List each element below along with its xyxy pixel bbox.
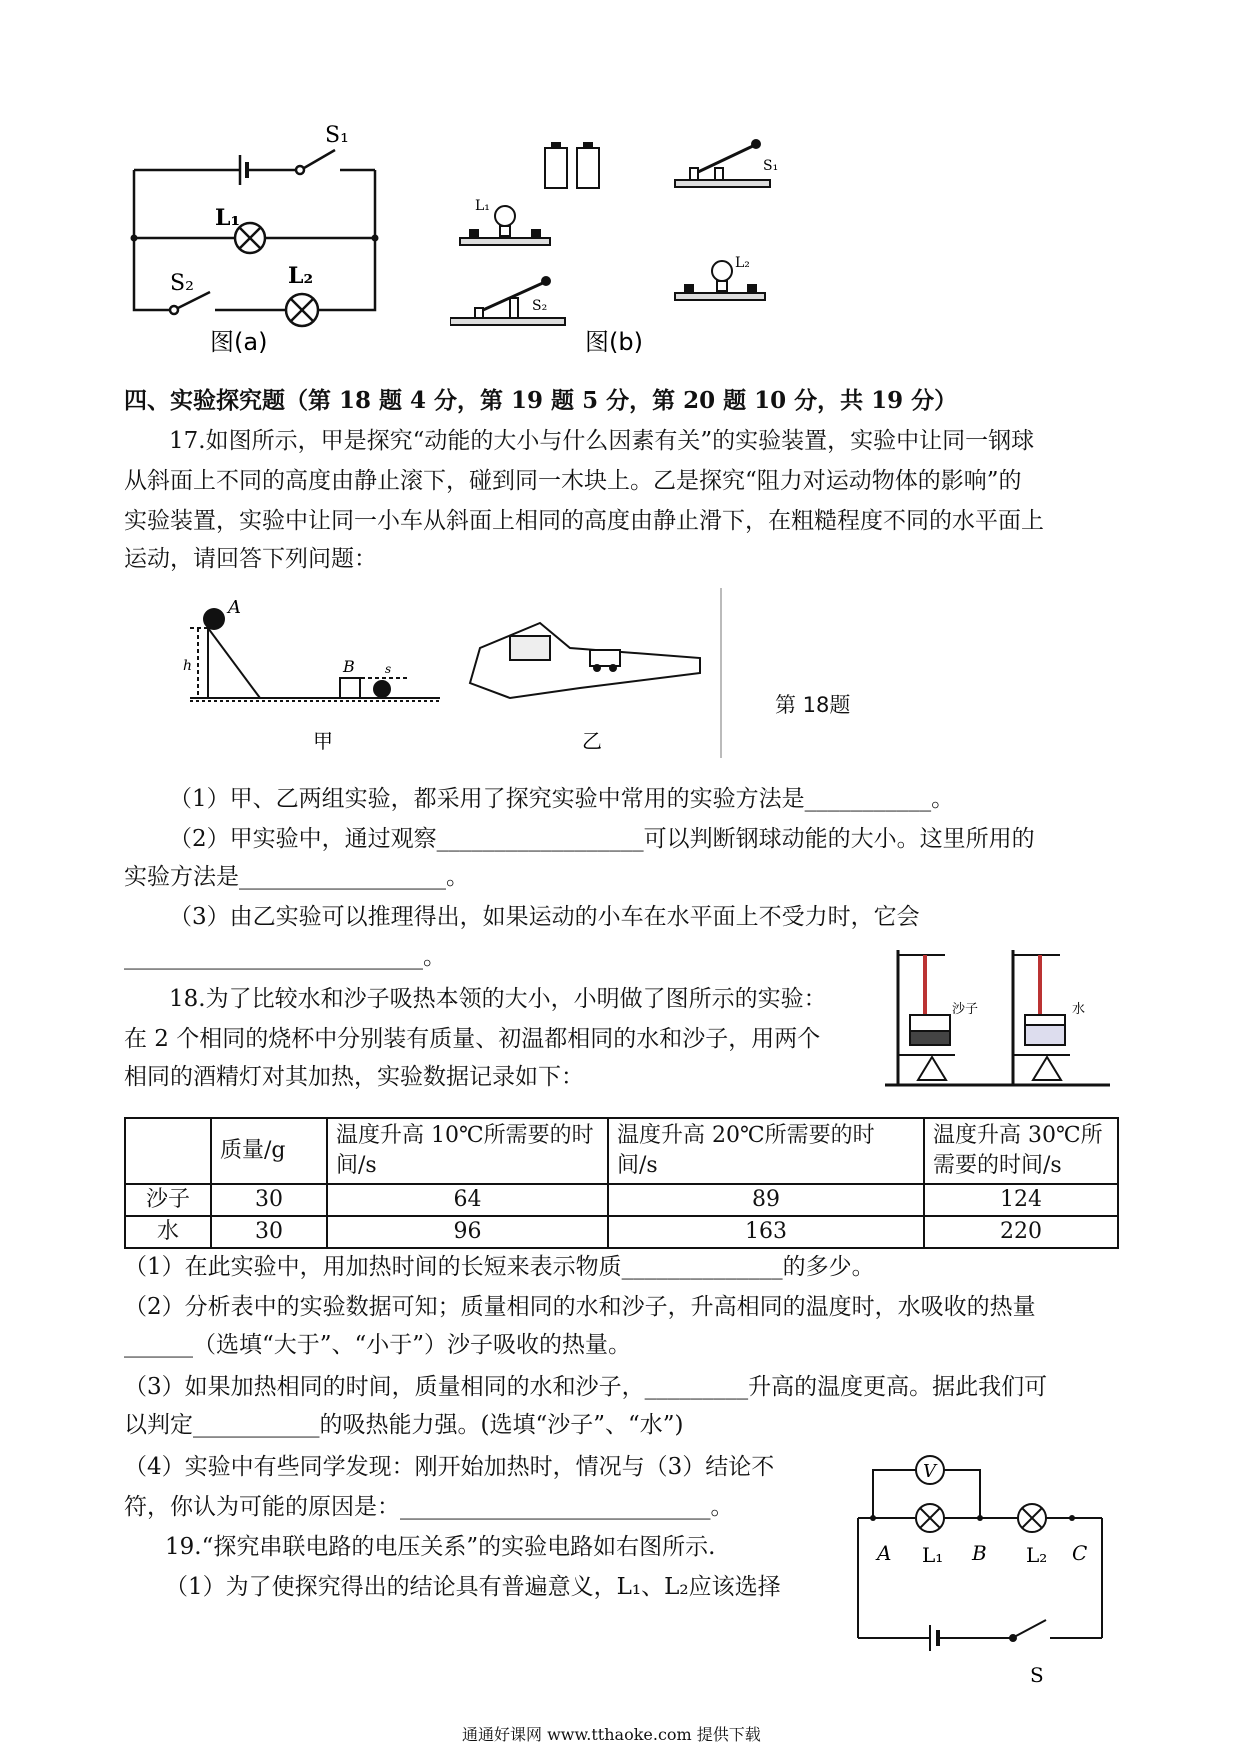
q18-sub-4b: 符，你认为可能的原因是：___________________________。 xyxy=(124,1494,734,1520)
table-cell: 89 xyxy=(608,1184,924,1216)
q18-data-table xyxy=(124,1117,1119,1249)
s-label: s xyxy=(385,662,392,676)
q19-line-1: 19.“探究串联电路的电压关系”的实验电路如右图所示. xyxy=(165,1534,716,1560)
q18-sub-3b: 以判定___________的吸热能力强。(选填“沙子”、“水”) xyxy=(124,1412,684,1438)
label-l1: L₁ xyxy=(215,205,241,231)
q17-sub-2a: （2）甲实验中，通过观察__________________可以判断钢球动能的大小。这里所用的 xyxy=(169,826,1035,852)
q18-sub-2a: （2）分析表中的实验数据可知；质量相同的水和沙子，升高相同的温度时，水吸收的热量 xyxy=(124,1294,1036,1320)
section-title: 四、实验探究题（第 18 题 4 分，第 19 题 5 分，第 20 题 10 分，共 19 分） xyxy=(124,387,958,414)
q17-line-1: 17.如图所示，甲是探究“动能的大小与什么因素有关”的实验装置，实验中让同一钢球 xyxy=(169,428,1035,454)
table-cell: 96 xyxy=(327,1216,608,1248)
table-cell: 220 xyxy=(924,1216,1118,1248)
label-l1-b: L₁ xyxy=(475,198,490,214)
table-cell: 124 xyxy=(924,1184,1118,1216)
q17-sub-1: （1）甲、乙两组实验，都采用了探究实验中常用的实验方法是___________。 xyxy=(169,786,955,812)
q18-line-3: 相同的酒精灯对其加热，实验数据记录如下： xyxy=(124,1064,584,1090)
table-cell: 163 xyxy=(608,1216,924,1248)
q18-figure-caption: 第 18题 xyxy=(775,693,851,717)
q17-line-2: 从斜面上不同的高度由静止滚下，碰到同一木块上。乙是探究“阻力对运动物体的影响”的 xyxy=(124,468,1022,494)
table-cell: 64 xyxy=(327,1184,608,1216)
q17-line-3: 实验装置，实验中让同一小车从斜面上相同的高度由静止滑下，在粗糙程度不同的水平面上 xyxy=(124,508,1044,534)
table-header-cell xyxy=(125,1118,211,1184)
q17-figure-divider xyxy=(720,588,722,758)
table-header-cell: 温度升高 30℃所需要的时间/s xyxy=(924,1118,1118,1184)
q18-sub-2b: ______（选填“大于”、“小于”）沙子吸收的热量。 xyxy=(124,1332,632,1358)
table-row xyxy=(125,1184,1118,1216)
table-cell: 沙子 xyxy=(125,1184,211,1216)
label-l2: L₂ xyxy=(288,263,314,289)
q19-line-2: （1）为了使探究得出的结论具有普遍意义，L₁、L₂应该选择 xyxy=(165,1574,781,1600)
point-a-label: A xyxy=(877,1541,892,1565)
voltmeter-label: V xyxy=(923,1461,936,1482)
jia-label: 甲 xyxy=(313,729,333,753)
point-b-label: B xyxy=(972,1541,987,1565)
label-s1-b: S₁ xyxy=(763,158,779,174)
point-c-label: C xyxy=(1072,1541,1088,1565)
yi-label: 乙 xyxy=(582,729,602,753)
h-label: h xyxy=(183,658,193,674)
table-header-cell: 温度升高 20℃所需要的时间/s xyxy=(608,1118,924,1184)
q17-sub-2b: 实验方法是__________________。 xyxy=(124,864,469,890)
figure-b-components xyxy=(450,130,810,370)
figure-b-caption: 图(b) xyxy=(585,328,643,356)
figure-a-circuit xyxy=(120,120,420,360)
switch-s-label: S xyxy=(1030,1663,1044,1687)
table-cell: 水 xyxy=(125,1216,211,1248)
q18-sub-1: （1）在此实验中，用加热时间的长短来表示物质______________的多少。 xyxy=(124,1254,875,1280)
figure-q17-apparatus xyxy=(180,588,720,758)
table-cell: 30 xyxy=(211,1184,327,1216)
table-header-row xyxy=(125,1118,1118,1184)
sand-label: 沙子 xyxy=(952,1002,979,1017)
page-footer: 通通好课网 www.tthaoke.com 提供下载 xyxy=(462,1725,761,1744)
label-l2-b: L₂ xyxy=(735,255,750,271)
table-cell: 30 xyxy=(211,1216,327,1248)
figure-a-caption: 图(a) xyxy=(210,328,268,356)
l2-label-q19: L₂ xyxy=(1026,1543,1048,1567)
table-row xyxy=(125,1216,1118,1248)
q17-sub-3b: __________________________。 xyxy=(124,944,446,970)
q18-line-2: 在 2 个相同的烧杯中分别装有质量、初温都相同的水和沙子，用两个 xyxy=(124,1026,821,1052)
block-b-label: B xyxy=(343,657,355,676)
q18-sub-4a: （4）实验中有些同学发现：刚开始加热时，情况与（3）结论不 xyxy=(124,1454,775,1480)
ball-a-label: A xyxy=(228,597,241,618)
q17-sub-3a: （3）由乙实验可以推理得出，如果运动的小车在水平面上不受力时，它会 xyxy=(169,904,920,930)
table-header-cell: 温度升高 10℃所需要的时间/s xyxy=(327,1118,608,1184)
table-header-cell: 质量/g xyxy=(211,1118,327,1184)
label-s2-b: S₂ xyxy=(532,298,548,314)
label-s2: S₂ xyxy=(170,271,194,296)
figure-q18-heating xyxy=(880,945,1120,1105)
l1-label-q19: L₁ xyxy=(922,1543,944,1567)
figure-q19-circuit xyxy=(850,1440,1120,1690)
q18-line-1: 18.为了比较水和沙子吸热本领的大小，小明做了图所示的实验： xyxy=(169,986,827,1012)
q17-line-4: 运动，请回答下列问题： xyxy=(124,546,377,572)
q18-sub-3a: （3）如果加热相同的时间，质量相同的水和沙子，_________升高的温度更高。据此我们可 xyxy=(124,1374,1048,1400)
water-label: 水 xyxy=(1072,1002,1086,1017)
label-s1: S₁ xyxy=(325,123,349,148)
